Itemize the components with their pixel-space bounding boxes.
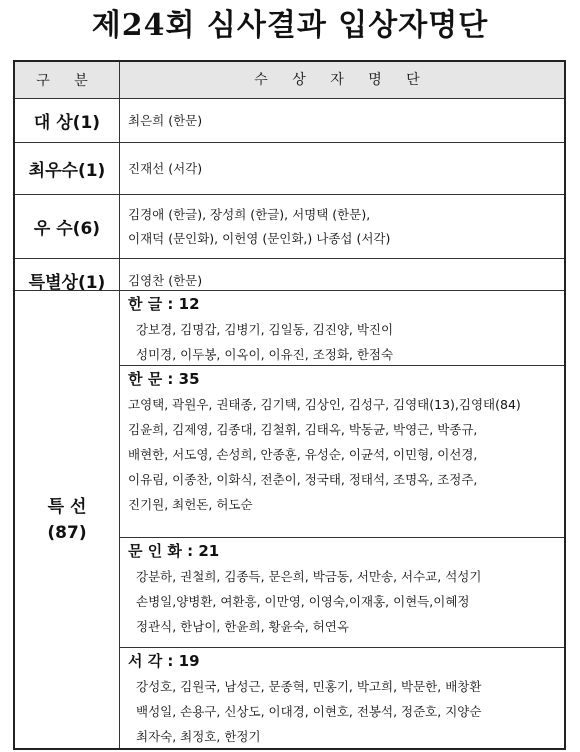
selected-label: 특 선: [47, 496, 87, 517]
top-prize-names: [120, 143, 564, 194]
top-prize-label: 최우수(1): [15, 143, 120, 194]
name-line: 김경애 (한글), 장성희 (한글), 서명택 (한문),: [128, 206, 371, 222]
name-line: 최자숙, 최정호, 한정기: [136, 729, 261, 744]
excellence-label: 우 수(6): [15, 195, 120, 258]
name-line: 고영택, 곽원우, 권태종, 김기택, 김상인, 김성구, 김영태(13),김영태(84): [128, 397, 521, 412]
page-title: 제24회 심사결과 입상자명단: [91, 8, 489, 43]
section-heading: 문 인 화 : 21: [128, 542, 220, 560]
name-line: 성미경, 이두봉, 이옥이, 이유진, 조정화, 한점숙: [136, 347, 394, 362]
name-line: 강성호, 김원국, 남성근, 문종혁, 민홍기, 박고희, 박문한, 배창환: [136, 679, 482, 694]
selected-label-cell: [15, 291, 120, 748]
name-line: 강분하, 권철희, 김종득, 문은희, 박금동, 서만송, 서수교, 석성기: [136, 569, 482, 584]
name-line: 배현한, 서도영, 손성희, 안종훈, 유성순, 이균석, 이민형, 이선경,: [128, 447, 478, 462]
row-excellence: [15, 194, 564, 258]
name-line: 진재선 (서각): [128, 160, 203, 176]
row-selected: [15, 290, 564, 748]
table-header: [15, 62, 564, 98]
grand-prize-label: 대 상(1): [15, 99, 120, 142]
name-line: 백성일, 손용구, 신상도, 이대경, 이현호, 전봉석, 정준호, 지양순: [136, 704, 482, 719]
excellence-names: [120, 195, 564, 258]
name-line: 김윤희, 김제영, 김종대, 김철휘, 김태옥, 박동균, 박영근, 박종규,: [128, 422, 478, 437]
section-heading: 한 글 : 12: [128, 295, 200, 313]
name-line: 김영찬 (한문): [128, 272, 203, 288]
name-line: 최은희 (한문): [128, 112, 203, 128]
name-line: 이재덕 (문인화), 이헌영 (문인화,) 나종섭 (서각): [128, 230, 391, 246]
section-heading: 서 각 : 19: [128, 652, 200, 670]
grand-prize-names: [120, 99, 564, 142]
section-seogak: [120, 647, 564, 747]
section-hanmun: [120, 365, 564, 525]
section-muninhwa: [120, 537, 564, 635]
row-grand-prize: [15, 98, 564, 142]
selected-count: (87): [47, 522, 87, 543]
name-line: 진기원, 최헌돈, 허도순: [128, 497, 253, 512]
awards-table: [13, 60, 566, 750]
header-category: 구 분: [15, 62, 120, 98]
section-heading: 한 문 : 35: [128, 370, 200, 388]
row-top-prize: [15, 142, 564, 194]
header-winners: 수 상 자 명 단: [254, 72, 430, 88]
name-line: 손병일,양병환, 여환흥, 이만영, 이영숙,이재홍, 이현득,이혜정: [136, 594, 470, 609]
name-line: 이유림, 이종찬, 이화식, 전춘이, 정국태, 정태석, 조명옥, 조정주,: [128, 472, 478, 487]
special-prize-label: 특별상(1): [15, 259, 120, 302]
section-hangul: [120, 291, 564, 365]
name-line: 정관식, 한남이, 한윤희, 황윤숙, 허연옥: [136, 619, 349, 634]
name-line: 강보경, 김명갑, 김병기, 김일동, 김진양, 박진이: [136, 322, 394, 337]
